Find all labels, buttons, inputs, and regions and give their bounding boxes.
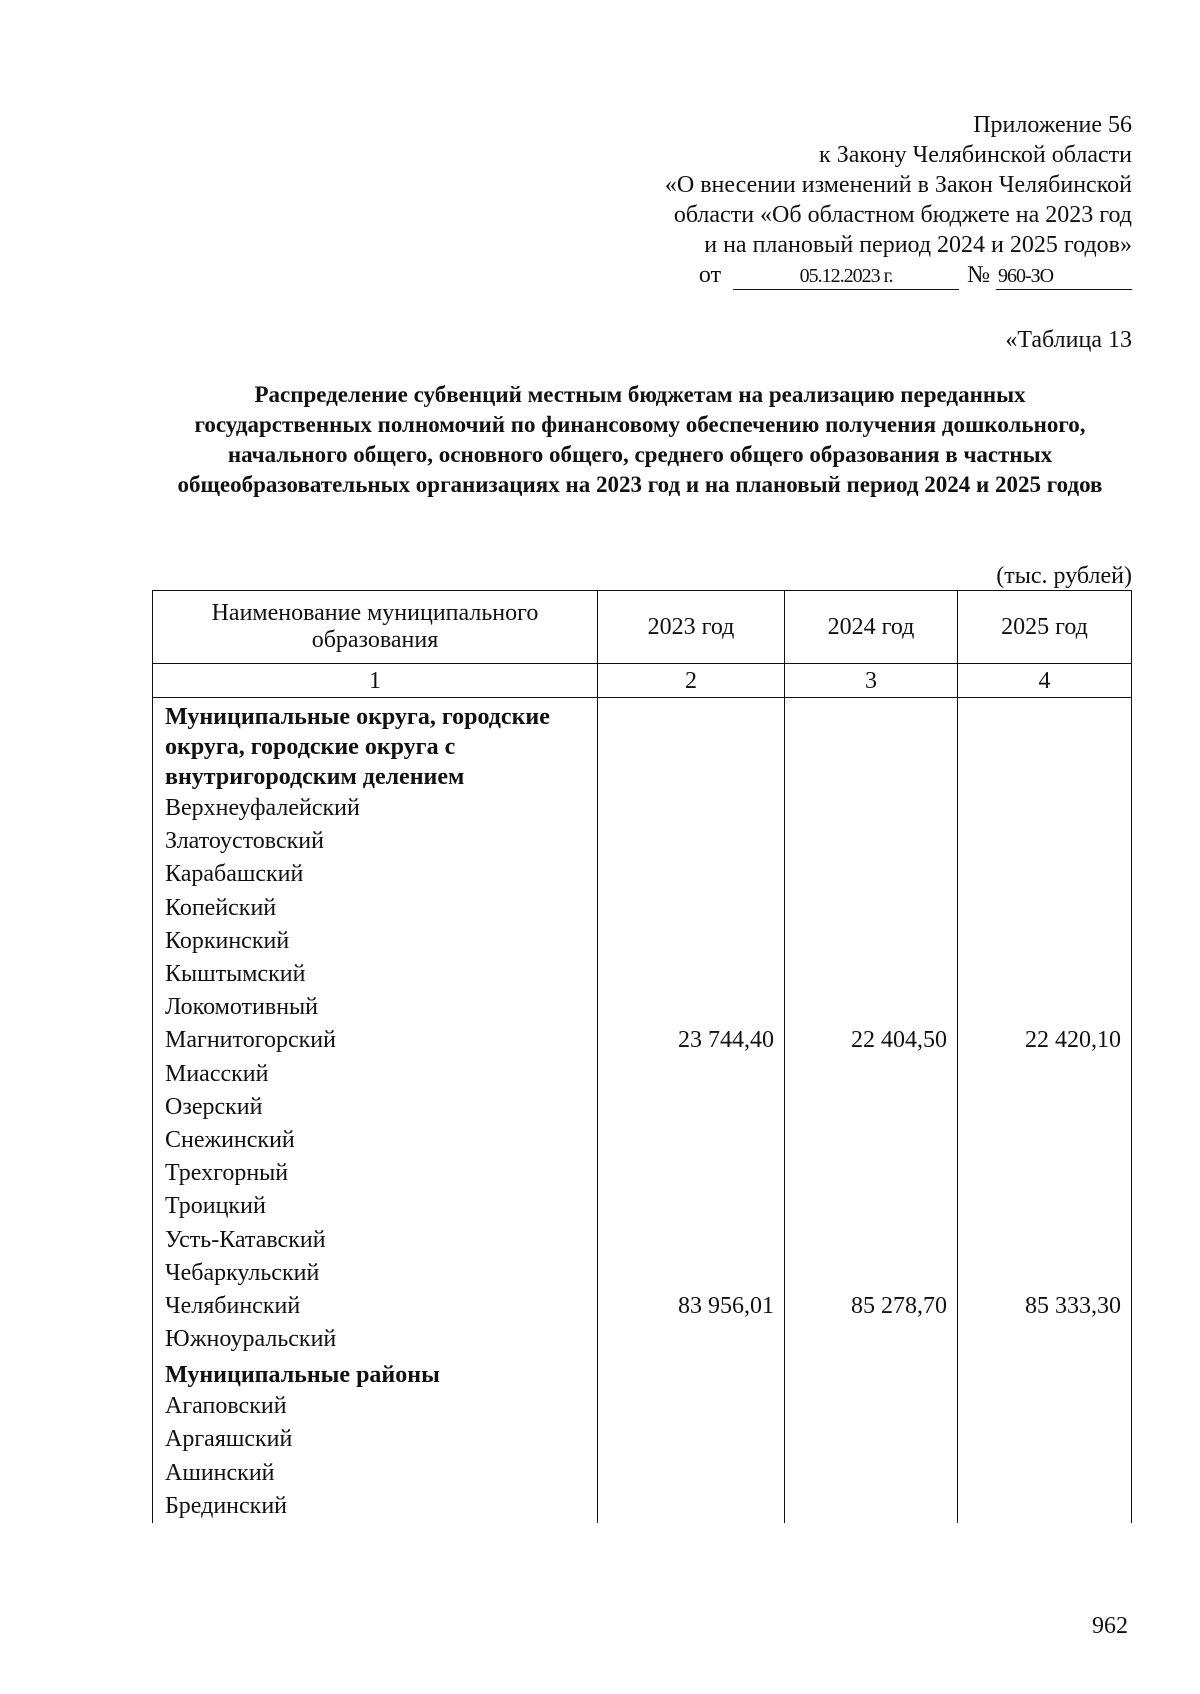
value-2024 xyxy=(785,1323,958,1356)
value-2025 xyxy=(958,1058,1132,1091)
value-2025 xyxy=(958,1490,1132,1523)
column-header-2024: 2024 год xyxy=(785,591,958,664)
value-2024 xyxy=(785,1058,958,1091)
value-2025 xyxy=(958,792,1132,825)
value-2024 xyxy=(785,958,958,991)
units-label: (тыс. рублей) xyxy=(996,563,1132,589)
value-2023 xyxy=(598,1124,785,1157)
value-2025 xyxy=(958,825,1132,858)
value-2024 xyxy=(785,1157,958,1190)
table-group-row xyxy=(153,1356,1132,1390)
header-line: Приложение 56 xyxy=(973,112,1132,138)
value-2024 xyxy=(785,892,958,925)
column-number: 4 xyxy=(958,664,1132,698)
table-row xyxy=(153,825,1132,858)
table-reference: «Таблица 13 xyxy=(1005,327,1132,353)
value-2023 xyxy=(598,1257,785,1290)
table-row xyxy=(153,892,1132,925)
value-2025 xyxy=(958,1124,1132,1157)
value-2023 xyxy=(598,698,785,793)
table-row xyxy=(153,858,1132,891)
municipality-name: Копейский xyxy=(153,892,598,925)
column-number-row xyxy=(153,664,1132,698)
value-2024 xyxy=(785,698,958,793)
table-row xyxy=(153,1323,1132,1356)
value-2024 xyxy=(785,1390,958,1423)
column-number: 3 xyxy=(785,664,958,698)
value-2024 xyxy=(785,991,958,1024)
value-2024 xyxy=(785,1257,958,1290)
value-2023: 23 744,40 xyxy=(598,1024,785,1057)
value-2025 xyxy=(958,1356,1132,1390)
value-2025 xyxy=(958,1423,1132,1456)
value-2023 xyxy=(598,1058,785,1091)
value-2024 xyxy=(785,1190,958,1223)
municipality-name: Снежинский xyxy=(153,1124,598,1157)
value-2025 xyxy=(958,1257,1132,1290)
value-2024 xyxy=(785,1356,958,1390)
value-2023 xyxy=(598,792,785,825)
table-row xyxy=(153,1124,1132,1157)
value-2025 xyxy=(958,1323,1132,1356)
table-row xyxy=(153,991,1132,1024)
table-row xyxy=(153,1490,1132,1523)
municipality-name: Карабашский xyxy=(153,858,598,891)
table-row xyxy=(153,958,1132,991)
table-row xyxy=(153,1157,1132,1190)
value-2025 xyxy=(958,1091,1132,1124)
value-2023 xyxy=(598,1457,785,1490)
municipality-name: Чебаркульский xyxy=(153,1257,598,1290)
municipality-name: Усть-Катавский xyxy=(153,1223,598,1256)
value-2024: 85 278,70 xyxy=(785,1290,958,1323)
page-number: 962 xyxy=(1092,1613,1128,1639)
table-row xyxy=(153,1091,1132,1124)
header-line: к Закону Челябинской области xyxy=(819,142,1132,168)
value-2025 xyxy=(958,892,1132,925)
column-number: 2 xyxy=(598,664,785,698)
table-body xyxy=(153,698,1132,1523)
municipality-name: Аргаяшский xyxy=(153,1423,598,1456)
municipality-name: Троицкий xyxy=(153,1190,598,1223)
value-2023 xyxy=(598,958,785,991)
value-2024: 22 404,50 xyxy=(785,1024,958,1057)
value-2023 xyxy=(598,1490,785,1523)
value-2024 xyxy=(785,1423,958,1456)
municipality-name: Кыштымский xyxy=(153,958,598,991)
value-2025 xyxy=(958,1190,1132,1223)
municipality-name: Южноуральский xyxy=(153,1323,598,1356)
date-prefix: от xyxy=(698,262,722,288)
header-line: «О внесении изменений в Закон Челябинской xyxy=(664,172,1132,198)
value-2025 xyxy=(958,1157,1132,1190)
value-2023: 83 956,01 xyxy=(598,1290,785,1323)
value-2024 xyxy=(785,1091,958,1124)
document-title: Распределение субвенций местным бюджетам на реализацию переданных государственных полномочий по финансовому обеспечению получения дошкольного, начального общего, основного общего, среднего общего образования в частных общеобразовательных организациях на 2023 год и на плановый период 2024 и 2025 годов xyxy=(177,382,1103,497)
table-row xyxy=(153,792,1132,825)
header-line: области «Об областном бюджете на 2023 год xyxy=(673,202,1132,228)
value-2023 xyxy=(598,892,785,925)
value-2023 xyxy=(598,1190,785,1223)
value-2025 xyxy=(958,1223,1132,1256)
table-row xyxy=(153,1257,1132,1290)
subsidy-table xyxy=(152,590,1132,1523)
number-prefix: № xyxy=(967,262,990,288)
table-row xyxy=(153,1457,1132,1490)
value-2025 xyxy=(958,1457,1132,1490)
value-2024 xyxy=(785,858,958,891)
value-2023 xyxy=(598,1356,785,1390)
municipality-name: Трехгорный xyxy=(153,1157,598,1190)
value-2025: 85 333,30 xyxy=(958,1290,1132,1323)
value-2025: 22 420,10 xyxy=(958,1024,1132,1057)
value-2023 xyxy=(598,825,785,858)
table-row xyxy=(153,1290,1132,1323)
law-date-number-line xyxy=(512,260,1132,292)
value-2023 xyxy=(598,1157,785,1190)
table-row xyxy=(153,1024,1132,1057)
table-row xyxy=(153,1223,1132,1256)
municipality-name: Верхнеуфалейский xyxy=(153,792,598,825)
value-2023 xyxy=(598,925,785,958)
value-2023 xyxy=(598,1390,785,1423)
table-row xyxy=(153,925,1132,958)
value-2023 xyxy=(598,1323,785,1356)
municipality-name: Ашинский xyxy=(153,1457,598,1490)
column-header-name: Наименование муниципального образования xyxy=(153,591,598,664)
value-2024 xyxy=(785,825,958,858)
municipality-name: Миасский xyxy=(153,1058,598,1091)
municipality-name: Челябинский xyxy=(153,1290,598,1323)
column-header-2025: 2025 год xyxy=(958,591,1132,664)
value-2024 xyxy=(785,925,958,958)
municipality-name: Озерский xyxy=(153,1091,598,1124)
table-row xyxy=(153,1190,1132,1223)
municipality-name: Локомотивный xyxy=(153,991,598,1024)
value-2025 xyxy=(958,698,1132,793)
law-date: 05.12.2023 г. xyxy=(733,265,959,290)
value-2024 xyxy=(785,1490,958,1523)
column-number: 1 xyxy=(153,664,598,698)
header-line: и на плановый период 2024 и 2025 годов» xyxy=(704,232,1132,258)
table-row xyxy=(153,1058,1132,1091)
table-row xyxy=(153,1423,1132,1456)
table-row xyxy=(153,1390,1132,1423)
value-2025 xyxy=(958,958,1132,991)
municipality-name: Брединский xyxy=(153,1490,598,1523)
value-2023 xyxy=(598,1423,785,1456)
value-2025 xyxy=(958,1390,1132,1423)
value-2025 xyxy=(958,858,1132,891)
municipality-name: Муниципальные округа, городские округа, городские округа с внутригородским делением xyxy=(153,698,598,793)
value-2024 xyxy=(785,1223,958,1256)
value-2024 xyxy=(785,792,958,825)
law-number: 960-ЗО xyxy=(996,265,1132,290)
value-2025 xyxy=(958,991,1132,1024)
municipality-name: Магнитогорский xyxy=(153,1024,598,1057)
value-2024 xyxy=(785,1124,958,1157)
value-2024 xyxy=(785,1457,958,1490)
table-group-row xyxy=(153,698,1132,793)
column-header-2023: 2023 год xyxy=(598,591,785,664)
municipality-name: Муниципальные районы xyxy=(153,1356,598,1390)
table-header-row xyxy=(153,591,1132,664)
municipality-name: Коркинский xyxy=(153,925,598,958)
value-2023 xyxy=(598,858,785,891)
value-2023 xyxy=(598,991,785,1024)
value-2023 xyxy=(598,1091,785,1124)
municipality-name: Златоустовский xyxy=(153,825,598,858)
municipality-name: Агаповский xyxy=(153,1390,598,1423)
appendix-header xyxy=(512,110,1132,292)
value-2023 xyxy=(598,1223,785,1256)
value-2025 xyxy=(958,925,1132,958)
